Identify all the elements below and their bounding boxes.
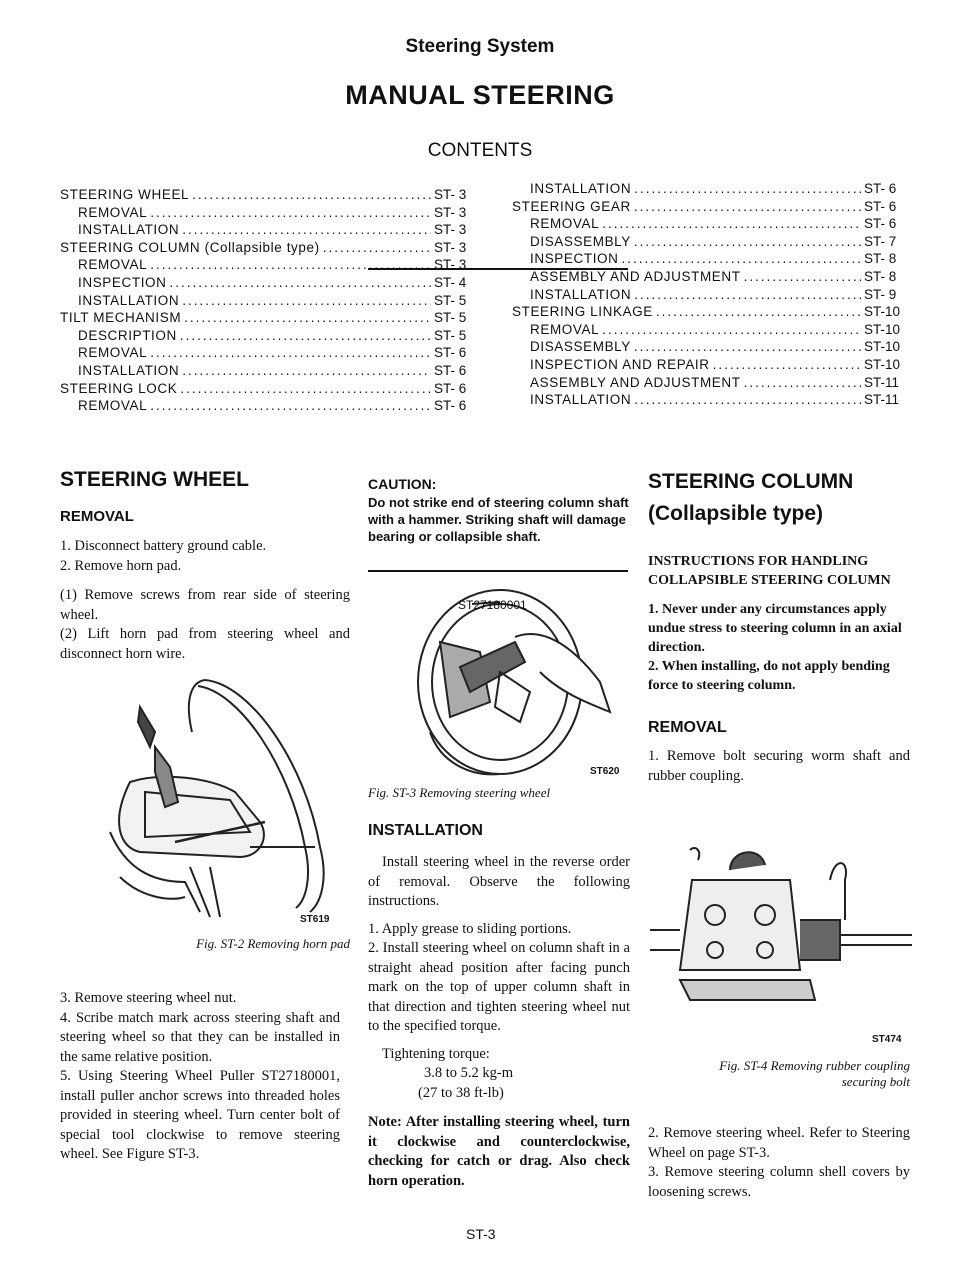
toc-entry-page: ST- 8	[864, 251, 897, 267]
step-text: 2. Remove steering wheel. Refer to Steering Wheel on page ST-3.	[648, 1125, 910, 1161]
toc-entry-label: ASSEMBLY AND ADJUSTMENT	[530, 268, 741, 284]
toc-entry	[60, 380, 472, 398]
toc-entry-page: ST- 8	[864, 268, 897, 284]
toc-leader-dots	[602, 321, 861, 339]
toc-entry	[512, 338, 902, 356]
toc-entry	[512, 233, 902, 251]
toc-entry-label: STEERING LINKAGE	[512, 304, 653, 320]
toc-entry-page: ST-10	[864, 321, 901, 337]
removal-steps-c	[60, 989, 340, 1165]
caution-box	[368, 476, 630, 545]
figure-st4-caption	[648, 1058, 910, 1090]
toc-entry-page: ST-10	[864, 356, 901, 372]
toc-entry	[60, 274, 472, 292]
toc-entry-label: REMOVAL	[530, 321, 600, 337]
toc-entry-page: ST- 4	[434, 274, 467, 290]
toc-left-column	[60, 186, 472, 415]
caution-title: CAUTION:	[368, 476, 437, 492]
toc-leader-dots	[170, 274, 431, 292]
toc-entry	[512, 215, 902, 233]
step-text: 4. Scribe match mark across steering shaft and steering wheel so that they can be installed in the same relative position.	[60, 1009, 340, 1065]
toc-entry	[60, 204, 472, 222]
tool-label: ST27180001	[458, 598, 527, 612]
caption-line: Fig. ST-4 Removing rubber coupling	[719, 1058, 910, 1073]
toc-entry-page: ST-11	[864, 392, 900, 408]
instruction-item: 2. When installing, do not apply bending force to steering column.	[648, 659, 890, 693]
step-text: (1) Remove screws from rear side of steering wheel.	[60, 587, 350, 623]
toc-entry	[512, 356, 902, 374]
toc-entry-page: ST- 5	[434, 327, 467, 343]
toc-entry-page: ST- 3	[434, 239, 467, 255]
toc-entry	[60, 397, 472, 415]
toc-entry-page: ST-10	[864, 304, 901, 320]
toc-entry-page: ST-11	[864, 374, 900, 390]
rubber-coupling-illustration	[650, 840, 920, 1020]
removal-steps-b	[60, 586, 350, 664]
heading-line: (Collapsible type)	[648, 502, 824, 525]
toc-entry-label: INSPECTION	[530, 251, 619, 267]
toc-entry-page: ST- 6	[864, 198, 897, 214]
toc-leader-dots	[744, 268, 861, 286]
section-title: Steering System	[405, 36, 555, 57]
installation-intro: Install steering wheel in the reverse order of removal. Observe the following instructions.	[368, 854, 630, 909]
page-number: ST-3	[466, 1226, 496, 1242]
removal-steps-after	[648, 1124, 910, 1202]
toc-leader-dots	[192, 186, 431, 204]
toc-entry	[60, 344, 472, 362]
toc-leader-dots	[713, 356, 861, 374]
toc-entry-page: ST- 5	[434, 310, 467, 326]
toc-leader-dots	[150, 344, 431, 362]
toc-entry	[512, 180, 902, 198]
toc-entry	[60, 256, 472, 274]
toc-leader-dots	[150, 256, 431, 274]
torque-label: Tightening torque:	[382, 1045, 490, 1062]
toc-entry-label: REMOVAL	[78, 398, 148, 414]
toc-leader-dots	[182, 292, 431, 310]
toc-entry	[60, 309, 472, 327]
toc-entry	[60, 292, 472, 310]
toc-entry-label: INSTALLATION	[530, 286, 632, 302]
toc-entry-page: ST- 6	[434, 362, 467, 378]
toc-entry	[60, 221, 472, 239]
toc-entry-page: ST- 6	[864, 216, 897, 232]
toc-entry-label: REMOVAL	[530, 216, 600, 232]
step-text: 3. Remove steering wheel nut.	[60, 990, 237, 1006]
toc-entry	[512, 198, 902, 216]
caution-bottom-rule	[368, 570, 628, 572]
step-text: (2) Lift horn pad from steering wheel and disconnect horn wire.	[60, 626, 350, 662]
toc-entry-page: ST- 7	[864, 233, 897, 249]
steering-wheel-heading: STEERING WHEEL	[60, 468, 250, 491]
toc-entry-label: DESCRIPTION	[78, 327, 177, 343]
toc-leader-dots	[180, 380, 431, 398]
toc-leader-dots	[634, 198, 861, 216]
horn-pad-removal-illustration	[100, 672, 340, 922]
toc-entry-page: ST- 6	[434, 380, 467, 396]
heading-line: STEERING COLUMN	[648, 470, 854, 493]
toc-entry-page: ST- 6	[434, 398, 467, 414]
removal-step-1: 1. Remove bolt securing worm shaft and rubber coupling.	[648, 748, 910, 784]
toc-leader-dots	[184, 309, 431, 327]
toc-entry-label: REMOVAL	[78, 345, 148, 361]
toc-leader-dots	[634, 286, 861, 304]
step-text: 1. Disconnect battery ground cable.	[60, 538, 267, 554]
installation-note: Note: After installing steering wheel, turn it clockwise and counterclockwise, checking for catch or drag. Also check horn operation.	[368, 1114, 630, 1189]
toc-leader-dots	[634, 338, 861, 356]
caution-top-rule	[368, 268, 628, 270]
toc-entry	[60, 327, 472, 345]
toc-entry-label: INSTALLATION	[530, 181, 632, 196]
toc-entry	[60, 186, 472, 204]
toc-leader-dots	[634, 180, 861, 198]
toc-entry-label: STEERING LOCK	[60, 380, 178, 396]
toc-entry-label: REMOVAL	[78, 257, 148, 273]
toc-entry-page: ST- 9	[864, 286, 897, 302]
toc-entry-page: ST- 6	[864, 181, 897, 196]
handling-instructions-heading: INSTRUCTIONS FOR HANDLING COLLAPSIBLE STEERING COLUMN	[648, 554, 891, 588]
toc-leader-dots	[150, 204, 431, 222]
toc-entry-page: ST- 5	[434, 292, 467, 308]
toc-entry-label: ASSEMBLY AND ADJUSTMENT	[530, 374, 741, 390]
page-title: MANUAL STEERING	[345, 80, 615, 110]
figure-st3-code: ST620	[590, 766, 620, 777]
toc-entry-label: INSTALLATION	[530, 392, 632, 408]
toc-entry-label: INSTALLATION	[78, 362, 180, 378]
toc-leader-dots	[150, 397, 431, 415]
toc-entry	[512, 374, 902, 392]
toc-leader-dots	[656, 303, 861, 321]
steering-column-heading	[648, 468, 910, 528]
step-text: 2. Remove horn pad.	[60, 557, 182, 574]
instruction-item: 1. Never under any circumstances apply undue stress to steering column in an axial direction.	[648, 602, 902, 655]
toc-leader-dots	[182, 362, 431, 380]
toc-entry	[512, 321, 902, 339]
handling-instructions-list	[648, 600, 910, 695]
installation-text	[368, 853, 630, 1191]
figure-st2-code: ST619	[300, 914, 330, 925]
torque-metric: 3.8 to 5.2 kg-m	[424, 1065, 514, 1081]
contents-title: CONTENTS	[427, 140, 533, 161]
toc-leader-dots	[634, 233, 861, 251]
caption-line: securing bolt	[841, 1074, 910, 1089]
steering-wheel-puller-illustration	[400, 582, 630, 782]
installation-heading: INSTALLATION	[368, 822, 483, 839]
toc-entry-label: REMOVAL	[78, 204, 148, 220]
removal-subheading: REMOVAL	[60, 508, 134, 525]
toc-entry-label: INSTALLATION	[78, 292, 180, 308]
toc-entry-label: DISASSEMBLY	[530, 339, 631, 355]
toc-entry-label: DISASSEMBLY	[530, 233, 631, 249]
installation-step: 2. Install steering wheel on column shaft in a straight ahead position after facing punch mark on the top of upper column shaft in that direction and tighten steering wheel nut to the specified torque.	[368, 940, 630, 1034]
toc-leader-dots	[622, 250, 861, 268]
toc-entry-label: STEERING GEAR	[512, 198, 631, 214]
toc-right-column	[512, 180, 902, 409]
figure-st4-code: ST474	[872, 1034, 902, 1045]
toc-entry	[512, 286, 902, 304]
toc-entry	[60, 362, 472, 380]
toc-entry-page: ST- 6	[434, 345, 467, 361]
toc-entry-page: ST- 3	[434, 222, 467, 238]
toc-entry-label: STEERING COLUMN (Collapsible type)	[60, 239, 320, 255]
toc-leader-dots	[744, 374, 861, 392]
column-1	[60, 466, 350, 664]
toc-entry-label: INSPECTION AND REPAIR	[530, 356, 710, 372]
toc-entry	[512, 268, 902, 286]
toc-entry-label: INSTALLATION	[78, 222, 180, 238]
removal-heading: REMOVAL	[648, 719, 727, 736]
toc-leader-dots	[323, 239, 431, 257]
torque-imperial: (27 to 38 ft-lb)	[418, 1084, 504, 1101]
toc-leader-dots	[634, 391, 861, 409]
toc-leader-dots	[180, 327, 431, 345]
toc-entry	[60, 239, 472, 257]
toc-leader-dots	[182, 221, 431, 239]
caution-text: Do not strike end of steering column shaft with a hammer. Striking shaft will damage bearing or collapsible shaft.	[368, 495, 629, 544]
installation-step: 1. Apply grease to sliding portions.	[368, 920, 572, 937]
toc-entry	[512, 391, 902, 409]
column-3	[648, 468, 910, 786]
toc-entry-label: INSPECTION	[78, 274, 167, 290]
toc-entry-page: ST- 3	[434, 257, 467, 273]
step-text: 3. Remove steering column shell covers by loosening screws.	[648, 1164, 910, 1200]
toc-entry-label: STEERING WHEEL	[60, 187, 190, 202]
toc-leader-dots	[602, 215, 861, 233]
toc-entry-page: ST-10	[864, 339, 901, 355]
toc-entry-page: ST- 3	[434, 187, 467, 202]
toc-entry	[512, 303, 902, 321]
toc-entry	[512, 250, 902, 268]
toc-entry-label: TILT MECHANISM	[60, 310, 182, 326]
removal-steps-a	[60, 537, 350, 576]
step-text: 5. Using Steering Wheel Puller ST27180001, install puller anchor screws into threaded holes provided in steering wheel. Turn center bolt of special tool clockwise to remove steering wheel. See Figure ST-3.	[60, 1068, 340, 1162]
toc-entry-page: ST- 3	[434, 204, 467, 220]
figure-st3-caption: Fig. ST-3 Removing steering wheel	[368, 785, 551, 800]
figure-st2-caption: Fig. ST-2 Removing horn pad	[196, 936, 350, 951]
